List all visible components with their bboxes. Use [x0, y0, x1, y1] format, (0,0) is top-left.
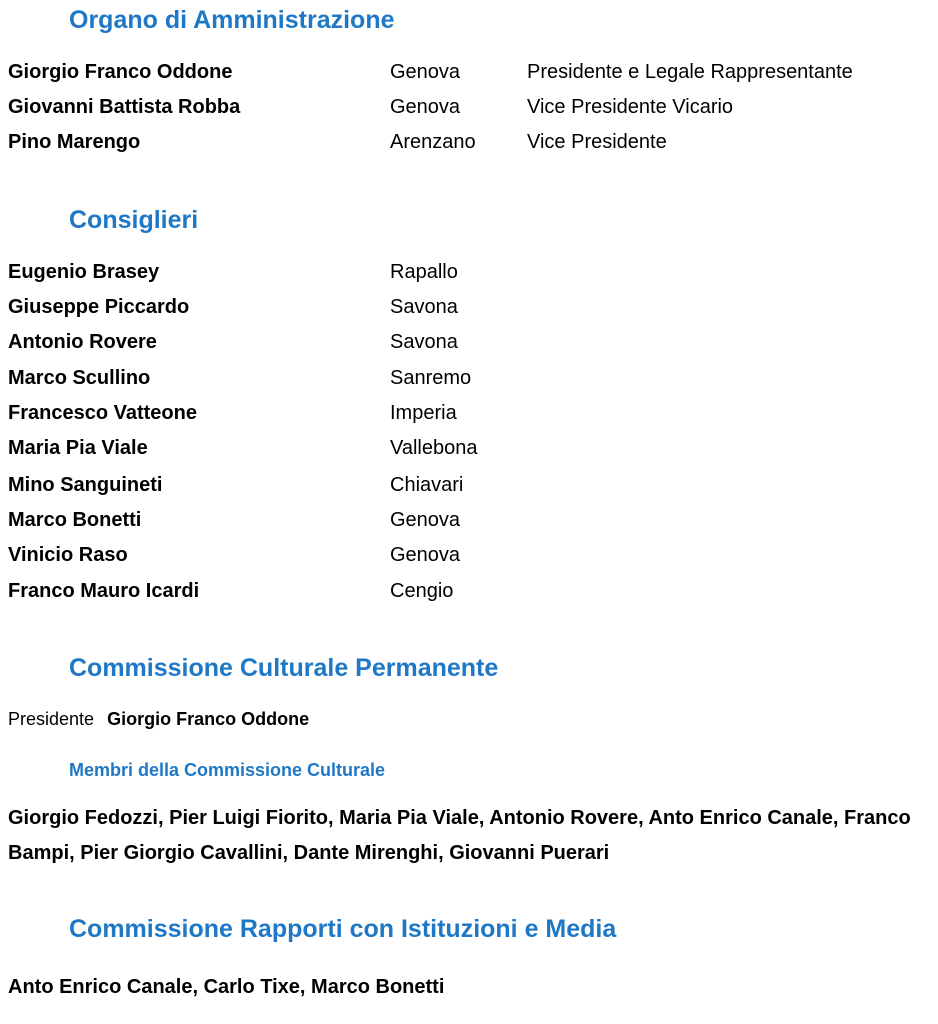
member-role: Presidente e Legale Rappresentante [527, 61, 853, 83]
member-role: Vice Presidente [527, 131, 667, 153]
member-name: Giuseppe Piccardo [8, 296, 190, 318]
member-role: Vice Presidente Vicario [527, 96, 734, 118]
councillor-row [8, 505, 938, 535]
member-name: Vinicio Raso [8, 544, 128, 566]
member-city: Savona [390, 331, 458, 353]
councillors-section-title: Consiglieri [69, 206, 199, 234]
councillor-row [8, 363, 938, 393]
member-name: Eugenio Brasey [8, 261, 160, 283]
councillor-row [8, 576, 938, 606]
councillor-row [8, 470, 938, 500]
culture-president-line [8, 705, 309, 733]
member-city: Rapallo [390, 261, 458, 283]
member-name: Franco Mauro Icardi [8, 580, 200, 602]
member-city: Savona [390, 296, 458, 318]
councillor-row [8, 433, 938, 463]
councillor-row [8, 540, 938, 570]
member-name: Giorgio Franco Oddone [8, 61, 233, 83]
culture-section-title: Commissione Culturale Permanente [69, 654, 499, 682]
member-name: Marco Bonetti [8, 509, 142, 531]
member-city: Sanremo [390, 367, 472, 389]
member-name: Antonio Rovere [8, 331, 157, 353]
member-city: Genova [390, 544, 461, 566]
admin-row [8, 127, 938, 157]
councillor-row [8, 292, 938, 322]
councillor-row [8, 398, 938, 428]
member-city: Imperia [390, 402, 457, 424]
member-city: Cengio [390, 580, 454, 602]
councillor-row [8, 257, 938, 287]
member-city: Genova [390, 61, 461, 83]
member-name: Pino Marengo [8, 131, 141, 153]
member-city: Arenzano [390, 131, 476, 153]
member-name: Maria Pia Viale [8, 437, 148, 459]
culture-members-list: Giorgio Fedozzi, Pier Luigi Fiorito, Maria Pia Viale, Antonio Rovere, Anto Enrico Canale, Franco Bampi, Pier Giorgio Cavallini, Dante Mirenghi, Giovanni Puerari [8, 807, 911, 864]
culture-members-title: Membri della Commissione Culturale [69, 760, 386, 780]
member-city: Vallebona [390, 437, 478, 459]
member-name: Mino Sanguineti [8, 474, 163, 496]
admin-row [8, 92, 938, 122]
member-name: Marco Scullino [8, 367, 151, 389]
media-section-title: Commissione Rapporti con Istituzioni e Media [69, 915, 617, 943]
admin-row [8, 57, 938, 87]
media-members-list: Anto Enrico Canale, Carlo Tixe, Marco Bonetti [8, 976, 445, 998]
member-name: Giovanni Battista Robba [8, 96, 241, 118]
councillor-row [8, 327, 938, 357]
president-label: Presidente [8, 709, 95, 729]
admin-section-title: Organo di Amministrazione [69, 6, 395, 34]
president-name: Giorgio Franco Oddone [107, 709, 310, 729]
member-name: Francesco Vatteone [8, 402, 197, 424]
member-city: Genova [390, 96, 461, 118]
member-city: Chiavari [390, 474, 464, 496]
member-city: Genova [390, 509, 461, 531]
